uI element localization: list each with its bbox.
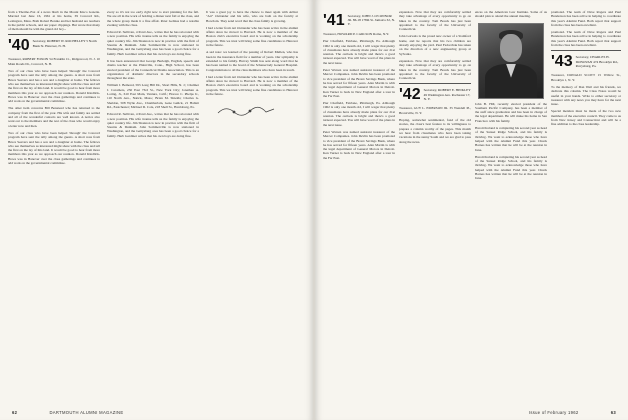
column-text: Special mention must be made of the two new members of the executive council. They come to us from New Jersey and Connecticut and will be a fine addition to the class leadership. xyxy=(551,109,621,127)
left-footer xyxy=(12,410,123,415)
divider xyxy=(399,83,471,84)
column-text: A sad note: we learned of the passing of Robert Mullen, who has been in the insurance field for a number of years. Our sympathy is extended to his family. Harvey Smith has sent along word that he has been named to the board of the Schenectady General Hospital. Congratulations to all the class members who have been in touch. xyxy=(206,50,298,72)
column-text: It was a great joy to have the chance to meet again with Arthur "Art" Ostrander and his wife, who are both on the faculty at Bowdoin. They send word that the class family is growing. xyxy=(206,10,298,23)
magazine-title: DARTMOUTH ALUMNI MAGAZINE xyxy=(49,410,124,415)
right-footer xyxy=(529,410,616,415)
left-column-1 xyxy=(8,10,100,168)
column-text: Harold Ireland is completing his second year as head of the Sunset Ridge School, and his family is thriving. We want to acknowledge those who have helped with the Alumni Fund this year. Chuck Barnes has written that he will be at the reunion in June. xyxy=(475,154,547,181)
column-text: Two of our class who have been helped 'through' the Concord program have sent the tally among the guests. A short note from Bruce Seevers and has a son and a daughter at home. The fellows who see themselves as interested might share with the class and tell the first on the lay of this land. It would be good to hear from more members this year as we approach our reunion. Donald Kindlick-Howe was in Hanover over the class gatherings and continues to add work on the governmental committee. xyxy=(8,69,100,104)
class-year: '41 xyxy=(323,12,345,29)
column-text: It has been announced that George Burleigh, English, speech and drama teacher at the Plainville, Conn., High School, has been elected president of the Connecticut Drama Association. This is an organization of dramatic directors in the secondary schools throughout the state. xyxy=(107,58,199,81)
ornament-illustration xyxy=(216,103,276,117)
class-treasurer: Treasurer, ROBERT FOXON 54 Franklin Ct., Ridgewood, N. J. 10 Main Roads Dr., Concord, N. H. xyxy=(8,57,100,66)
column-text: Peter Warren was named assistant treasurer of the Mercer Companies. John Devlin has been promoted to vice president of the Bronx Savings Bank, where he has served for fifteen years. Alan Martin is with the legal department of General Motors in Detroit. Ken Turner is back in New England after a tour in the Far East. xyxy=(323,68,395,98)
class-treasurer: Treasurer, GUY L. EMERSON JR. 35 Wendell Pl., Bronxville, N. Y. xyxy=(399,106,471,115)
class-secretary: Secretary, ROBERT W. ROCHELLEY 5 North Bank St. Hanover, N. H. xyxy=(32,39,97,48)
left-page xyxy=(0,0,313,420)
class-heading xyxy=(399,88,471,102)
left-column-3 xyxy=(206,10,298,122)
class-heading xyxy=(551,55,621,69)
column-text: To the memory of Dan Weil and his friends, we dedicate this column. The Class Notes would be useful in your hands. Write to either secretary or treasurer with any news you may have for the next issue. xyxy=(551,84,621,107)
right-column-4 xyxy=(551,10,621,130)
column-text: expansion. Now that they are comfortably settled they take advantage of every opportunity to go on hikes in the country. Tom Bouck has just been appointed to the faculty of the University of Connecticut. xyxy=(399,10,471,32)
portrait-photo xyxy=(478,23,544,99)
class-year: '42 xyxy=(399,86,421,104)
column-text: expansion. Now that they are comfortably settled they take advantage of every opportunity to go on hikes in the country. Tom Bouck has just been appointed to the faculty of the University of Connecticut. xyxy=(399,58,471,81)
class-year: '43 xyxy=(551,53,573,71)
column-text: Edward R. Sullivan, 4 Pond Ave., writes that he has relocated with a new position. His wife Jeanne tells us the family is enjoying the quiet country life. Jim Shannon is now in practice with the firm of Stearns & Dunham. John Sommerville is now stationed in Washington, and the Gettysburg area has been a good choice for a family. Herb Gardiner writes that his own boys are doing fine. xyxy=(107,112,199,138)
column-text: from a Thermo-Fax of a news blurb in the Mount Kisco Gazette. Married last June 16, 1961 at his home, 39 Concord Rd., Lexington, Mass. Both Robert Bonnie and her husband are teachers in the public schools, and our paper clippings. But wrote that many of them should be with the grand old boy... xyxy=(8,10,100,32)
class-treasurer: Treasurer, HOWARD P. CARLSON Rome, N.Y. xyxy=(323,32,389,36)
page-number: 62 xyxy=(12,410,18,415)
column-text: I had a letter from Art Ostrander who has been active in the alumni affairs since he moved to Harvard. He is now a member of the Boston club's executive board and is working on the scholarship program. This we trust will bring some fine candidates to Hanover in the future. xyxy=(206,74,298,97)
column-text: Pier Chatfield, Fairlane, Pittsburgh, Pa. Although 1962 is only one month old, I will wager that plenty of classmates have already made plans for our 21st reunion. The outlook is bright and there's a good turnout expected. You will have word of the plans in the next issue. xyxy=(323,101,395,127)
column-text: promoted. The team of Dave Rogers and Paul Henderson has been active in helping to coordinate this year's Alumni Fund. Both report that support from the class has been excellent. xyxy=(551,30,621,48)
right-column-2 xyxy=(399,10,471,147)
column-text: promoted. The team of Dave Rogers and Paul Henderson has been active in helping to coordinate this year's Alumni Fund. Both report that support from the class has been excellent. xyxy=(551,10,621,27)
column-text: Pier Chatfield, Fairlane, Pittsburgh, Pa. Although 1962 is only one month old, I will wager that plenty of classmates have already made plans for our 21st reunion. The outlook is bright and there's a good turnout expected. You will have word of the plans in the next issue. xyxy=(323,39,395,65)
left-column-2 xyxy=(107,10,199,141)
right-column-3 xyxy=(475,10,547,184)
class-secretary: Secretary, ROBERT E. HINKLEY 49 Washington Ave. Rochester 17, N. Y. xyxy=(423,88,471,101)
column-text: Harold Ireland is completing his second year as head of the Sunset Ridge School, and his family is thriving. We want to acknowledge those who have helped with the Alumni Fund this year. Chuck Barnes has written that he will be at the reunion in June. xyxy=(475,126,547,152)
class-year: '40 xyxy=(8,37,30,55)
class-secretary: Secretary, JOHN J. O'CONNOR JR. 86-18 178th St. Jamaica 32, N. Y. xyxy=(347,14,395,27)
class-treasurer: Treasurer, DONALD SCOTT 15 Willow St., Brooklyn 1, N. Y. xyxy=(551,73,621,82)
column-text: Two of our class who have been helped 'through' the Concord program have sent the tally among the guests. A short note from Bruce Seevers and has a son and a daughter at home. The fellows who see themselves as interested might share with the class and tell the first on the lay of this land. It would be good to hear from more members this year as we approach our reunion. Donald Kindlick-Howe was in Hanover over the class gatherings and continues to add work on the governmental committee. xyxy=(8,130,100,166)
right-column-1 xyxy=(323,10,395,163)
photo-caption: John B. Hill, recently elected president of the Southern Pacific Company, has been a member of the staff since graduation and has been in charge of the legal department. He will make his home in San Francisco with his family. xyxy=(475,101,547,123)
class-heading xyxy=(323,14,395,28)
divider xyxy=(551,50,621,51)
page-number: 63 xyxy=(610,410,616,415)
column-text: Hoping, somewhat sentimental, fond of the old stories, the class's best feature is its willingness to prepare a column worthy of the pages. This month we hear from classmates who have been taking vacations in the sunny South and we are glad to pass along the news. xyxy=(399,118,471,144)
column-text: The other item concerns Bill Benstead who has returned to the company from the first of the year. His wife and family are settled and all of the wonderful contacts are well known. A notice also went out to the members and the rest of the class who would enjoy a letter now and then. xyxy=(8,106,100,128)
divider xyxy=(8,34,100,35)
class-secretary: Secretary, CHARLES H. DONOVAN 474 Brooklyn Rd., Perrysburg, Pa. xyxy=(575,55,619,68)
column-text: Peter Warren was named assistant treasurer of the Mercer Companies. John Devlin has been promoted to vice president of the Bronx Savings Bank, where he has served for fifteen years. Alan Martin is with the legal department of General Motors in Detroit. Ken Turner is back in New England after a tour in the Far East. xyxy=(323,129,395,160)
column-text: I had a letter from Art Ostrander who has been active in the alumni affairs since he moved to Harvard. He is now a member of the Boston club's executive board and is working on the scholarship program. This we trust will bring some fine candidates to Hanover in the future. xyxy=(206,25,298,48)
class-heading xyxy=(8,39,100,53)
right-page xyxy=(315,0,628,420)
column-text: John Gotwals is the proud new owner of a Stamford home, and he reports that his two children are already enjoying the yard. Paul Fedorchak has taken on the direction of a new engineering group at Sylvania. xyxy=(399,34,471,56)
column-text: William J. Bemond, 593 Long Hill Dr., Short Hills, N. J.; Chalmer J. Carothers, 230 East 73rd St., New York City; Jonathan A. Loring, Jr., 610 East Main, Ventura, Calif.; Horace C. Phelps Jr., 110 North Ave., Natick, Mass.; Brian M. Shields; Charles G. Sheldon, 508 Wylie Ave., Chamberlain, Gene Gulick, 21 Hallett Rd., Eastchester; Michael D. Cole, 218 Shell St., Harrisburg, Pa. xyxy=(107,83,199,109)
column-text: ences on the American Law Institute. Some of us should plan to attend the annual meeting. xyxy=(475,10,547,19)
issue-date: Issue of February 1962 xyxy=(528,410,579,415)
column-text: Edward R. Sullivan, 4 Pond Ave., writes that he has relocated with a new position. His wife Jeanne tells us the family is enjoying the quiet country life. Jim Shannon is now in practice with the firm of Stearns & Dunham. John Sommerville is now stationed in Washington, and the Gettysburg area has been a good choice for a family. Herb Gardiner writes that his own boys are doing fine. xyxy=(107,30,199,56)
column-text: every so it's not too early right now to start planning for the fall. We are all in the work of holding a dinner next fall at the class, and the whole group made it a fine affair. Peter Gelinas had a notable evening with the class. xyxy=(107,10,199,27)
